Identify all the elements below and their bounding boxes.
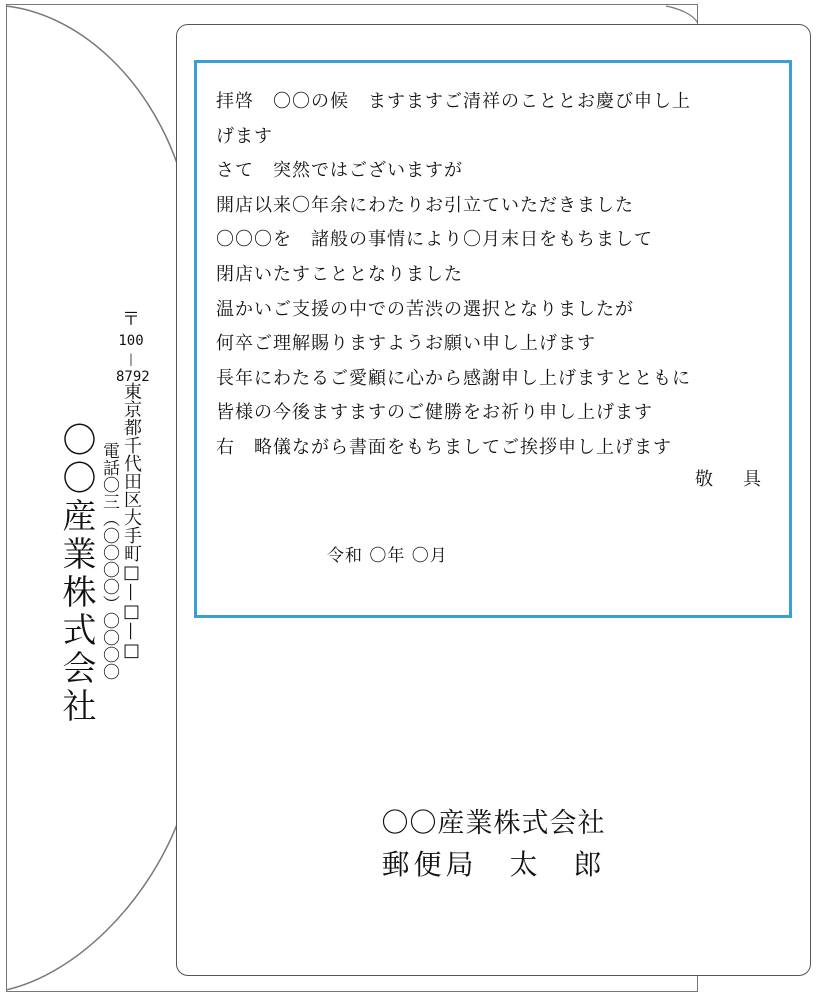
sender-company: 〇〇産業株式会社 — [56, 422, 96, 726]
message-line: 右 略儀ながら書面をもちましてご挨拶申し上げます — [216, 436, 672, 458]
recipient-name: 郵便局 太 郎 — [381, 848, 606, 881]
message-line: 何卒ご理解賜りますようお願い申し上げます — [216, 333, 596, 355]
message-line: 〇〇〇を 諸般の事情により〇月末日をもちまして — [216, 229, 653, 251]
postal-mark-icon: 〒 — [122, 309, 140, 330]
postal-code-first: 100 — [118, 333, 144, 349]
message-line: 拝啓 〇〇の候 ますますご清祥のこととお慶び申し上 — [216, 91, 691, 112]
message-line: 皆様の今後ますますのご健勝をお祈り申し上げます — [216, 402, 653, 424]
postal-code — [116, 309, 150, 388]
sender-block — [56, 310, 176, 790]
message-line: 温かいご支援の中での苦渋の選択となりましたが — [216, 298, 634, 320]
letter-date: 令和 〇年 〇月 — [327, 546, 448, 566]
message-body — [216, 85, 776, 466]
message-line: げます — [216, 125, 273, 147]
recipient-company: 〇〇産業株式会社 — [381, 808, 606, 839]
message-line: さて 突然ではございますが — [216, 160, 463, 182]
postal-code-dash: | — [127, 352, 135, 366]
letter-sheet — [176, 24, 811, 976]
sender-phone: 電話〇三（〇〇〇〇）〇〇〇〇 — [99, 442, 119, 680]
postal-code-second: 8792 — [116, 369, 150, 385]
closing-word: 敬 具 — [695, 469, 767, 490]
message-line: 長年にわたるご愛顧に心から感謝申し上げますとともに — [216, 367, 691, 389]
sender-address: 東京都千代田区大手町□—□—□ — [121, 382, 142, 661]
message-frame — [194, 60, 792, 618]
message-line: 開店以来〇年余にわたりお引立ていただきました — [216, 194, 634, 216]
message-line: 閉店いたすこととなりました — [216, 263, 463, 285]
